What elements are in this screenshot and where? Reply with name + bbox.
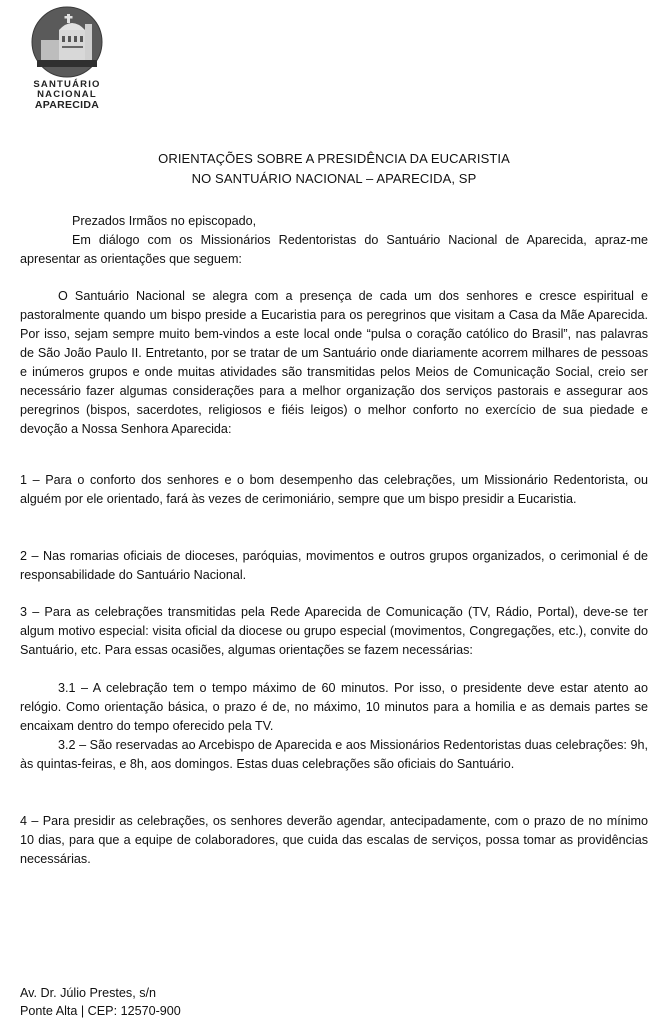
- item-1: 1 – Para o conforto dos senhores e o bom desempenho das celebrações, um Missionário Redentorista, ou alguém por ele orientado, fará às vezes de cerimoniário, sempre que um bispo presidir a Eucaristia.: [20, 473, 648, 506]
- salutation: Prezados Irmãos no episcopado,: [72, 214, 257, 228]
- item-2: 2 – Nas romarias oficiais de dioceses, paróquias, movimentos e outros grupos organizados, o cerimonial é de responsabilidade do Santuário Nacional.: [20, 549, 648, 582]
- basilica-emblem-icon: [31, 6, 103, 78]
- title-line-2: NO SANTUÁRIO NACIONAL – APARECIDA, SP: [191, 171, 477, 186]
- document-title: [0, 149, 668, 189]
- logo-line-santuario: SANTUÁRIO: [33, 79, 101, 90]
- subitem-3-1: 3.1 – A celebração tem o tempo máximo de 60 minutos. Por isso, o presidente deve estar atento ao relógio. Como orientação básica, o prazo é de, no máximo, 10 minutos para a homilia e as demais partes se encaixam dentro do tempo oferecido pela TV.: [20, 681, 648, 733]
- address-line-1: Av. Dr. Júlio Prestes, s/n: [20, 986, 157, 1000]
- logo-line-nacional: NACIONAL: [37, 89, 97, 100]
- footer-address: [20, 984, 181, 1020]
- title-line-1: ORIENTAÇÕES SOBRE A PRESIDÊNCIA DA EUCARISTIA: [158, 151, 510, 166]
- subitem-3-2: 3.2 – São reservadas ao Arcebispo de Aparecida e aos Missionários Redentoristas duas celebrações: 9h, às quintas-feiras, e 8h, aos domingos. Estas duas celebrações são oficiais do Santuário.: [20, 738, 648, 771]
- intro-paragraph: Em diálogo com os Missionários Redentoristas do Santuário Nacional de Aparecida, apraz-me apresentar as orientações que seguem:: [20, 233, 648, 266]
- sanctuary-logo: [26, 6, 108, 110]
- logo-line-aparecida: APARECIDA: [34, 99, 100, 111]
- item-3: 3 – Para as celebrações transmitidas pela Rede Aparecida de Comunicação (TV, Rádio, Portal), deve-se ter algum motivo especial: visita oficial da diocese ou grupo especial (movimentos, Congregações, etc.), convite do Santuário, etc. Para essas ocasiões, algumas orientações se fazem necessárias:: [20, 605, 648, 657]
- body-paragraph: O Santuário Nacional se alegra com a presença de cada um dos senhores e cresce espiritual e pastoralmente quando um bispo preside a Eucaristia para os peregrinos que visitam a Casa da Mãe Aparecida. Por isso, sejam sempre muito bem-vindos a este local onde “pulsa o coração católico do Brasil”, nas palavras de São João Paulo II. Entretanto, por se tratar de um Santuário onde diariamente acorrem milhares de pessoas e inúmeros grupos e onde muitas atividades são transmitidas pelos Meios de Comunicação Social, creio ser necessário fazer algumas considerações para a melhor organização dos serviços pastorais e assegurar aos peregrinos (bispos, sacerdotes, religiosos e fiéis leigos) o melhor conforto no exercício de sua piedade e devoção a Nossa Senhora Aparecida:: [20, 289, 648, 436]
- item-4: 4 – Para presidir as celebrações, os senhores deverão agendar, antecipadamente, com o prazo de no mínimo 10 dias, para que a equipe de colaboradores, que cuida das escalas de serviços, possa tomar as providências necessárias.: [20, 814, 648, 866]
- address-line-2: Ponte Alta | CEP: 12570-900: [20, 1004, 181, 1018]
